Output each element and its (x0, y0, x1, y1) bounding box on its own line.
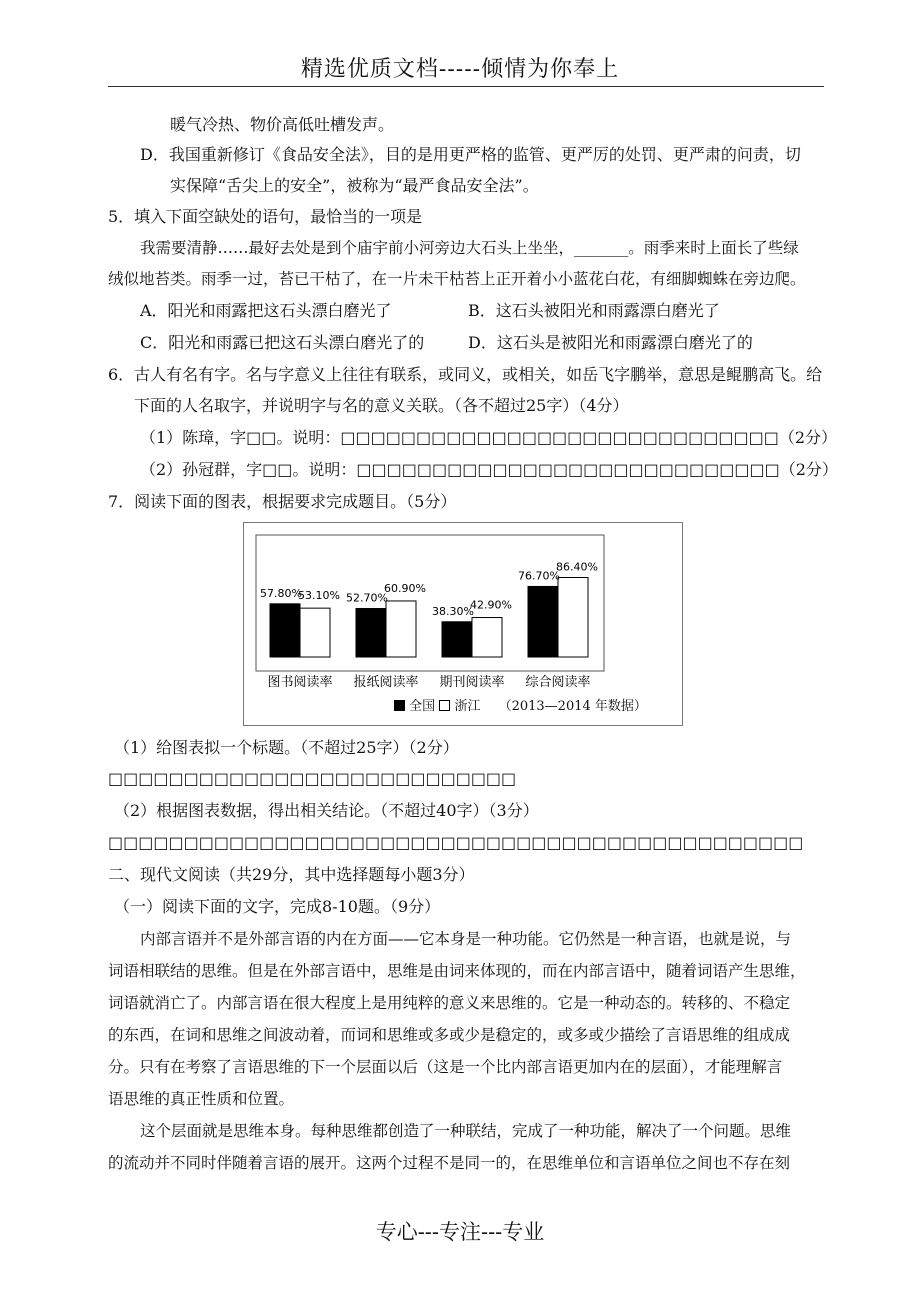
question-6-cont: 下面的人名取字，并说明字与名的意义关联。（各不超过25字）（4分） (134, 396, 629, 415)
passage-line-7: 这个层面就是思维本身。每种思维都创造了一种联结，完成了一种功能，解决了一个问题。思维 (140, 1122, 792, 1140)
q5-option-c: C．阳光和雨露已把这石头漂白磨光了的 (140, 333, 425, 352)
q5-option-a: A．阳光和雨露把这石头漂白磨光了 (140, 301, 392, 320)
q5-passage-1: 我需要清静……最好去处是到个庙宇前小河旁边大石头上坐坐，_______。雨季来时上面长了些绿 (140, 239, 799, 257)
data-label-zhejiang-1: 60.90% (384, 581, 426, 595)
q7-item-2: （2）根据图表数据，得出相关结论。（不超过40字）（3分） (114, 801, 539, 820)
data-label-national-3: 76.70% (518, 569, 560, 583)
legend-square-empty (439, 700, 450, 711)
option-d-cont: 实保障“舌尖上的安全”，被称为“最严食品安全法”。 (170, 176, 539, 195)
q6-item-1: （1）陈璋，字□□。说明：□□□□□□□□□□□□□□□□□□□□□□□□□□□□□（2分） (140, 428, 837, 447)
option-d: D．我国重新修订《食品安全法》，目的是用更严格的监管、更严厉的处罚、更严肃的问责，切 (140, 145, 801, 164)
page-header: 精选优质文档-----倾情为你奉上 (300, 57, 620, 82)
bar-zhejiang-1 (386, 601, 416, 657)
section-2-title: 二、现代文阅读（共29分，其中选择题每小题3分） (108, 865, 475, 884)
chart-legend (394, 695, 647, 714)
bar-national-1 (356, 609, 386, 657)
data-label-national-2: 38.30% (432, 604, 474, 618)
subsection-1-title: （一）阅读下面的文字，完成8-10题。（9分） (114, 897, 441, 916)
q5-passage-2: 绒似地苔类。雨季一过，苔已干枯了，在一片未干枯苔上正开着小小蓝花白花，有细脚蜘蛛在旁边爬。 (108, 270, 806, 288)
data-label-zhejiang-3: 86.40% (556, 560, 598, 574)
passage-line-3: 词语就消亡了。内部言语在很大程度上是用纯粹的意义来思维的。它是一种动态的。转移的、不稳定 (108, 994, 791, 1012)
legend-label-national: 全国 (409, 699, 436, 714)
category-label-2: 期刊阅读率 (439, 675, 505, 690)
data-label-zhejiang-0: 53.10% (298, 589, 340, 603)
answer-blank-1: □□□□□□□□□□□□□□□□□□□□□□□□□□□ (108, 769, 517, 788)
q5-option-d: D．这石头是被阳光和雨露漂白磨光了的 (468, 333, 753, 352)
passage-line-1: 内部言语并不是外部言语的内在方面——它本身是一种功能。它仍然是一种言语，也就是说，与 (140, 930, 792, 948)
answer-blank-2: □□□□□□□□□□□□□□□□□□□□□□□□□□□□□□□□□□□□□□□□□□□□□□ (108, 833, 804, 852)
passage-line-6: 语思维的真正性质和位置。 (108, 1090, 295, 1108)
question-5: 5．填入下面空缺处的语句，最恰当的一项是 (108, 207, 423, 226)
passage-line-2: 词语相联结的思维。但是在外部言语中，思维是由词来体现的，而在内部言语中，随着词语产生思维， (108, 962, 806, 980)
data-label-national-0: 57.80% (260, 586, 302, 600)
passage-line-5: 分。只有在考察了言语思维的下一个层面以后（这是一个比内部言语更加内在的层面），才能理解言 (108, 1058, 783, 1076)
question-6: 6．古人有名有字。名与字意义上往往有联系，或同义，或相关，如岳飞字鹏举，意思是鲲鹏高飞。给 (108, 365, 823, 384)
data-label-national-1: 52.70% (346, 591, 388, 605)
reading-rate-chart (243, 522, 683, 726)
bar-national-0 (270, 604, 300, 657)
header-rule (108, 86, 824, 87)
q7-item-1: （1）给图表拟一个标题。（不超过25字）（2分） (114, 738, 459, 757)
passage-line-8: 的流动并不同时伴随着言语的展开。这两个过程不是同一的，在思维单位和言语单位之间也不存在刻 (108, 1154, 791, 1172)
passage-line-4: 的东西，在词和思维之间波动着，而词和思维或多或少是稳定的，或多或少描绘了言语思维的组成成 (108, 1026, 791, 1044)
q5-option-b: B．这石头被阳光和雨露漂白磨光了 (468, 301, 720, 320)
legend-square-filled (394, 700, 405, 711)
bar-national-3 (528, 586, 558, 657)
category-label-1: 报纸阅读率 (353, 675, 419, 690)
page-footer: 专心---专注---专业 (375, 1220, 545, 1244)
question-7: 7．阅读下面的图表，根据要求完成题目。（5分） (108, 492, 457, 511)
bar-zhejiang-2 (472, 618, 502, 657)
option-c-cont: 暖气冷热、物价高低吐槽发声。 (170, 115, 395, 134)
bar-zhejiang-0 (300, 608, 330, 657)
legend-label-zhejiang: 浙江 (454, 699, 481, 714)
q6-item-2: （2）孙冠群，字□□。说明：□□□□□□□□□□□□□□□□□□□□□□□□□□□□（2分） (140, 460, 838, 479)
legend-note: （2013—2014 年数据） (498, 699, 647, 714)
data-label-zhejiang-2: 42.90% (470, 598, 512, 612)
category-label-0: 图书阅读率 (267, 675, 333, 690)
bar-zhejiang-3 (558, 578, 588, 657)
category-label-3: 综合阅读率 (525, 675, 591, 690)
bar-national-2 (442, 622, 472, 657)
